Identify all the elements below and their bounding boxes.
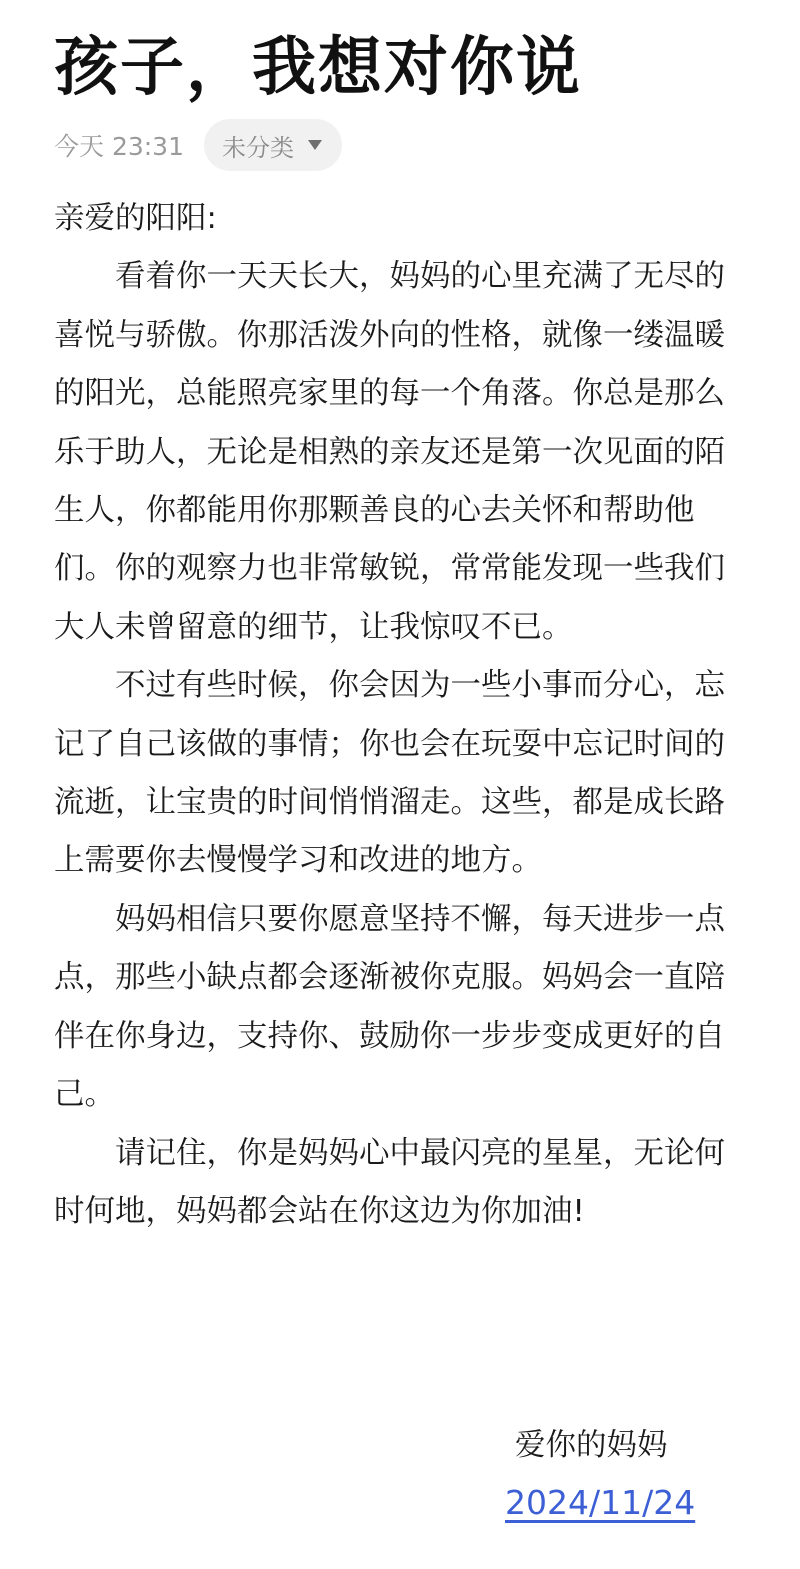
note-meta bbox=[54, 119, 342, 171]
body-paragraph-1: 看着你一天天长大，妈妈的心里充满了无尽的喜悦与骄傲。你那活泼外向的性格，就像一缕温暖的阳光，总能照亮家里的每一个角落。你总是那么乐于助人，无论是相熟的亲友还是第一次见面的陌生人，你都能用你那颗善良的心去关怀和帮助他们。你的观察力也非常敏锐，常常能发现一些我们大人未曾留意的细节，让我惊叹不已。 bbox=[54, 259, 725, 645]
signature: 爱你的妈妈 bbox=[515, 1428, 668, 1463]
note-timestamp: 今天 23:31 bbox=[54, 132, 184, 161]
body-paragraph-2: 不过有些时候，你会因为一些小事而分心，忘记了自己该做的事情；你也会在玩耍中忘记时间的流逝，让宝贵的时间悄悄溜走。这些，都是成长路上需要你去慢慢学习和改进的地方。 bbox=[54, 668, 725, 879]
date-link[interactable]: 2024/11/24 bbox=[505, 1483, 696, 1522]
note-body[interactable] bbox=[54, 190, 726, 1241]
greeting-line: 亲爱的阳阳: bbox=[54, 201, 217, 236]
category-label: 未分类 bbox=[222, 133, 294, 162]
body-paragraph-3: 妈妈相信只要你愿意坚持不懈，每天进步一点点，那些小缺点都会逐渐被你克服。妈妈会一直陪伴在你身边，支持你、鼓励你一步步变成更好的自己。 bbox=[54, 901, 725, 1113]
chevron-down-icon bbox=[308, 140, 322, 150]
body-paragraph-4: 请记住，你是妈妈心中最闪亮的星星，无论何时何地，妈妈都会站在你这边为你加油! bbox=[54, 1135, 725, 1229]
note-title[interactable]: 孩子，我想对你说 bbox=[54, 31, 582, 105]
category-dropdown[interactable] bbox=[204, 119, 342, 171]
